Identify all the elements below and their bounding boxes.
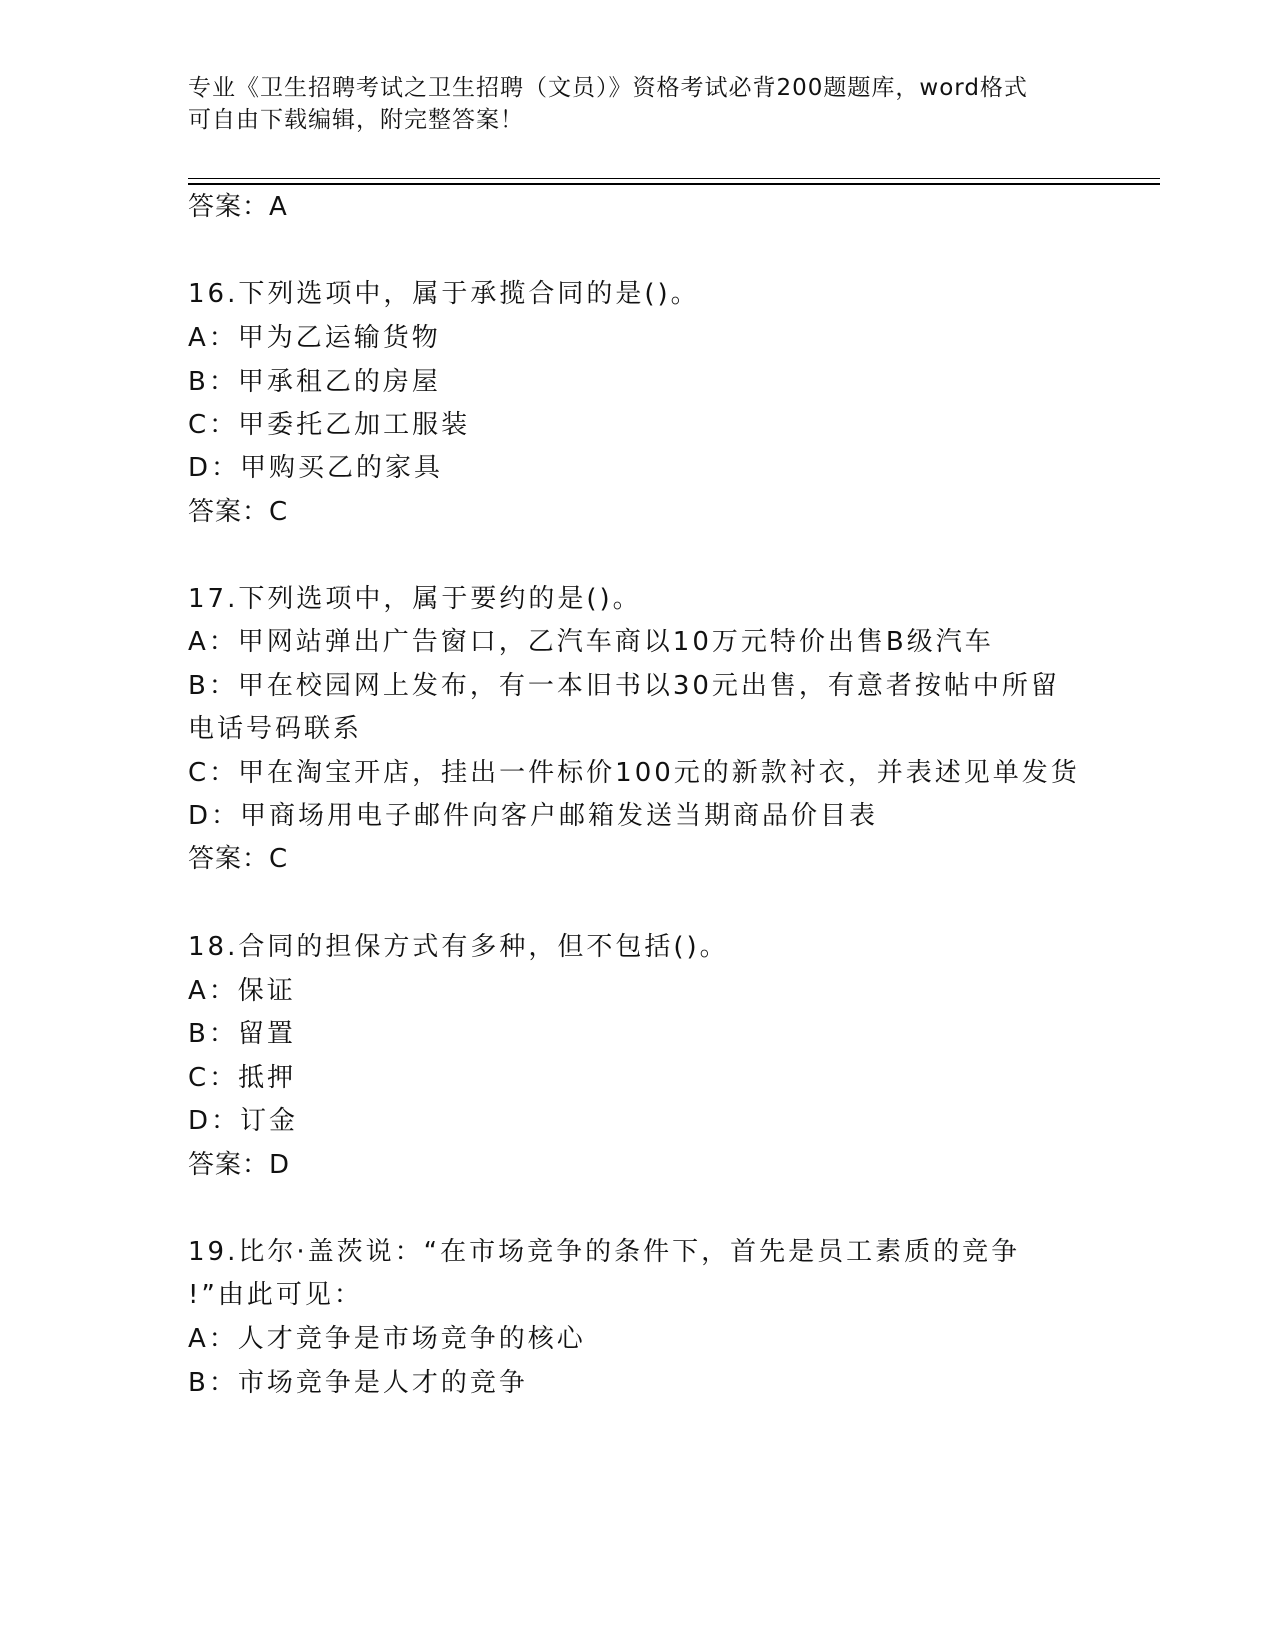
option-b: B：市场竞争是人才的竞争 <box>188 1368 528 1398</box>
option-c: C：甲在淘宝开店，挂出一件标价100元的新款衬衣，并表述见单发货 <box>188 758 1080 788</box>
option-d: D：甲商场用电子邮件向客户邮箱发送当期商品价目表 <box>188 801 879 831</box>
option-c: C：抵押 <box>188 1063 297 1093</box>
option-d: D：订金 <box>188 1106 299 1136</box>
answer-label: 答案：A <box>188 192 288 222</box>
answer-label: 答案：C <box>188 497 289 527</box>
answer-label: 答案：D <box>188 1150 291 1180</box>
question-stem-continued: !”由此可见： <box>188 1280 363 1310</box>
header-line-1: 专业《卫生招聘考试之卫生招聘（文员）》资格考试必背200题题库，word格式 <box>188 75 1028 101</box>
question-stem: 17.下列选项中，属于要约的是()。 <box>188 584 642 614</box>
option-a: A：人才竞争是市场竞争的核心 <box>188 1324 586 1354</box>
question-stem: 19.比尔·盖茨说：“在市场竞争的条件下，首先是员工素质的竞争 <box>188 1237 1021 1267</box>
option-a: A：保证 <box>188 976 296 1006</box>
header-rule-thin <box>188 178 1160 179</box>
document-header <box>188 72 1088 136</box>
option-c: C：甲委托乙加工服装 <box>188 410 471 440</box>
option-b: B：甲在校园网上发布，有一本旧书以30元出售，有意者按帖中所留 <box>188 671 1060 701</box>
option-a: A：甲网站弹出广告窗口，乙汽车商以10万元特价出售B级汽车 <box>188 627 994 657</box>
option-d: D：甲购买乙的家具 <box>188 453 444 483</box>
option-a: A：甲为乙运输货物 <box>188 323 441 353</box>
question-stem: 18.合同的担保方式有多种，但不包括()。 <box>188 932 729 962</box>
option-b: B：甲承租乙的房屋 <box>188 367 441 397</box>
option-b: B：留置 <box>188 1019 296 1049</box>
header-rule-thick <box>188 183 1160 185</box>
option-b-continued: 电话号码联系 <box>188 714 363 744</box>
header-line-2: 可自由下载编辑，附完整答案！ <box>188 107 524 133</box>
answer-label: 答案：C <box>188 844 289 874</box>
question-stem: 16.下列选项中，属于承揽合同的是()。 <box>188 279 700 309</box>
